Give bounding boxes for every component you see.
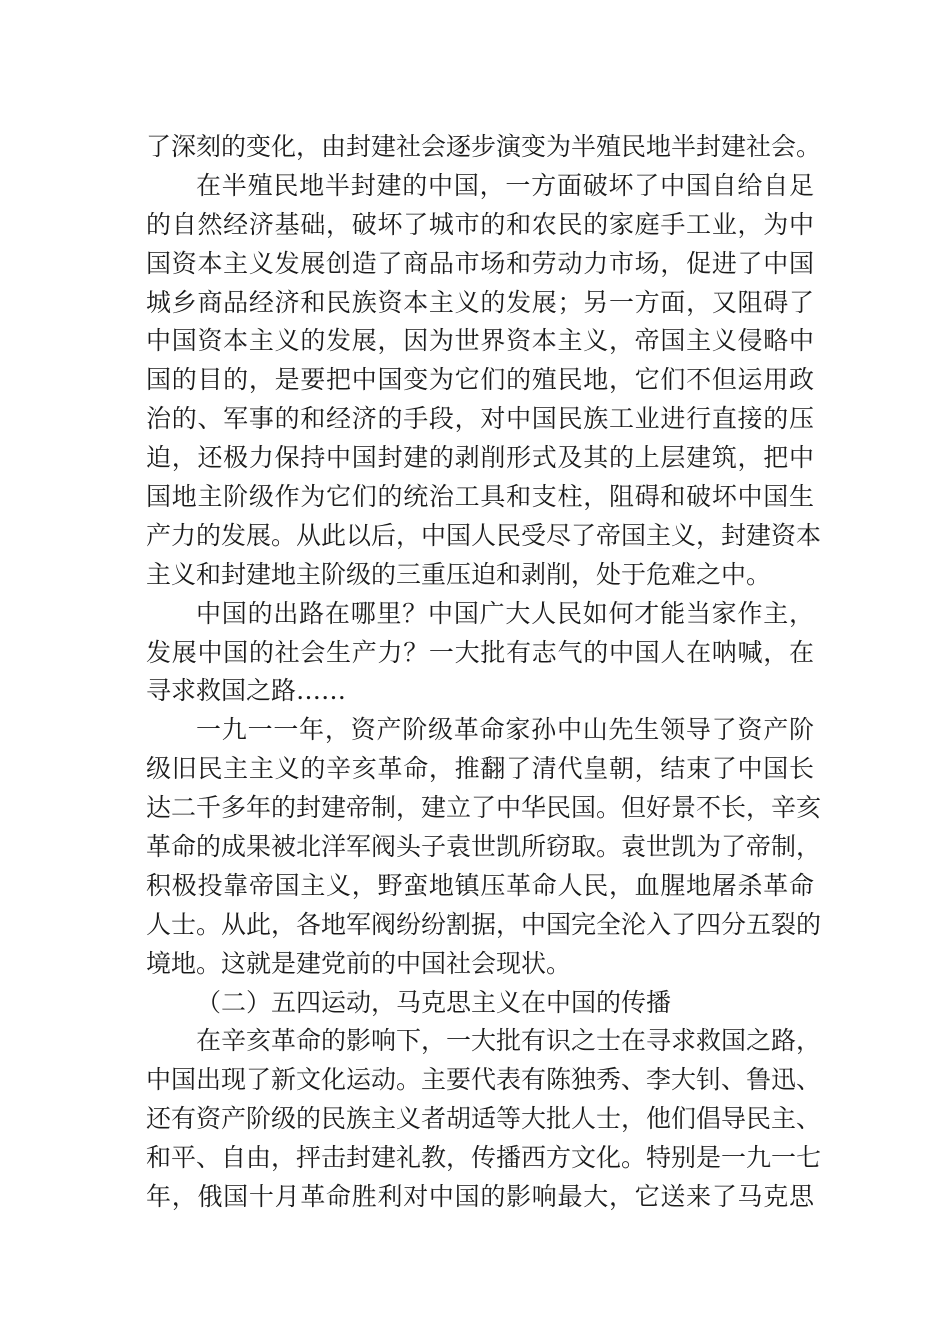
text-line: 中国出现了新文化运动。主要代表有陈独秀、李大钊、鲁迅、 (146, 1065, 822, 1095)
text-line: 寻求救国之路…… (146, 676, 347, 706)
text-line: 革命的成果被北洋军阀头子袁世凯所窃取。袁世凯为了帝制， (146, 832, 822, 862)
text-line: 人士。从此，各地军阀纷纷割据，中国完全沦入了四分五裂的 (146, 909, 822, 939)
text-line: 境地。这就是建党前的中国社会现状。 (146, 948, 572, 978)
text-line: 迫，还极力保持中国封建的剥削形式及其的上层建筑，把中 (146, 443, 814, 473)
text-line: 还有资产阶级的民族主义者胡适等大批人士，他们倡导民主、 (146, 1104, 822, 1134)
text-line: 国地主阶级作为它们的统治工具和支柱，阻碍和破坏中国生 (146, 482, 814, 512)
text-line: 在半殖民地半封建的中国，一方面破坏了中国自给自足 (196, 170, 814, 200)
text-line: 中国资本主义的发展，因为世界资本主义，帝国主义侵略中 (146, 326, 814, 356)
text-line: 城乡商品经济和民族资本主义的发展；另一方面，又阻碍了 (146, 287, 814, 317)
text-line: 积极投靠帝国主义，野蛮地镇压革命人民，血腥地屠杀革命 (146, 870, 814, 900)
text-line: 和平、自由，抨击封建礼教，传播西方文化。特别是一九一七 (146, 1143, 822, 1173)
text-line: 发展中国的社会生产力？一大批有志气的中国人在呐喊，在 (146, 637, 814, 667)
text-line: 级旧民主主义的辛亥革命，推翻了清代皇朝，结束了中国长 (146, 754, 814, 784)
text-line: 在辛亥革命的影响下，一大批有识之士在寻求救国之路， (196, 1026, 822, 1056)
text-line: 产力的发展。从此以后，中国人民受尽了帝国主义，封建资本 (146, 520, 822, 550)
text-line: 国的目的，是要把中国变为它们的殖民地，它们不但运用政 (146, 365, 814, 395)
text-line: 的自然经济基础，破坏了城市的和农民的家庭手工业，为中 (146, 209, 814, 239)
text-line: 主义和封建地主阶级的三重压迫和剥削，处于危难之中。 (146, 559, 772, 589)
text-line: 治的、军事的和经济的手段，对中国民族工业进行直接的压 (146, 404, 814, 434)
text-line: 年，俄国十月革命胜利对中国的影响最大，它送来了马克思 (146, 1182, 814, 1212)
text-line: 了深刻的变化，由封建社会逐步演变为半殖民地半封建社会。 (146, 132, 822, 161)
section-heading: （二）五四运动，马克思主义在中国的传播 (196, 987, 672, 1017)
text-line: 中国的出路在哪里？中国广大人民如何才能当家作主， (196, 598, 814, 628)
document-body (146, 128, 822, 1217)
text-line: 国资本主义发展创造了商品市场和劳动力市场，促进了中国 (146, 248, 814, 278)
text-line: 达二千多年的封建帝制，建立了中华民国。但好景不长，辛亥 (146, 793, 822, 823)
text-line: 一九一一年，资产阶级革命家孙中山先生领导了资产阶 (196, 715, 814, 745)
